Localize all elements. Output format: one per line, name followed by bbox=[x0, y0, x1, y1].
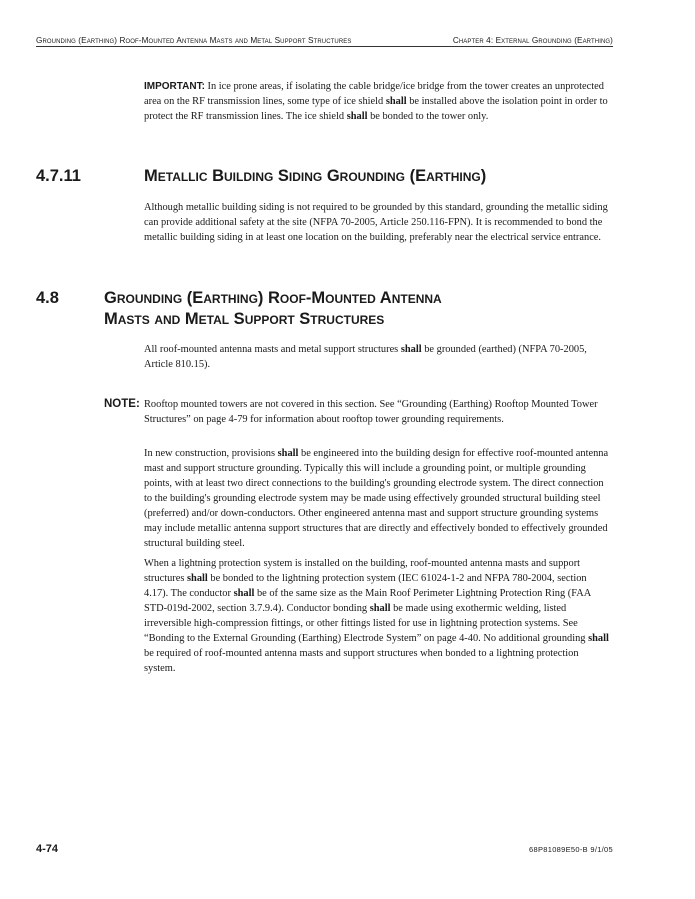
important-paragraph bbox=[144, 79, 612, 124]
note-block bbox=[144, 397, 612, 427]
section-title-4-8-line1: Grounding (Earthing) Roof-Mounted Antenna bbox=[104, 289, 442, 307]
important-label: IMPORTANT: bbox=[144, 81, 205, 92]
lightning-shall-4: shall bbox=[588, 633, 609, 644]
section-number-4-7-11: 4.7.11 bbox=[36, 167, 81, 185]
important-shall-1: shall bbox=[385, 96, 407, 107]
intro-shall: shall bbox=[400, 344, 422, 355]
intro-paragraph bbox=[144, 342, 612, 372]
important-text-1: In ice prone areas, if isolating the cable bridge/ice bridge from the tower creates an unprotected area on the RF transmission lines, some type of ice shield bbox=[144, 81, 604, 107]
construction-text-1: In new construction, provisions bbox=[144, 448, 278, 459]
running-header bbox=[36, 36, 613, 47]
lightning-shall-3: shall bbox=[369, 603, 391, 614]
lightning-text-2: be bonded to the lightning protection system (IEC 61024-1-2 and NFPA 780-2004, section 4.17). The conductor bbox=[144, 573, 587, 599]
note-label: NOTE: bbox=[104, 398, 140, 410]
section-title-4-8-line2: Masts and Metal Support Structures bbox=[104, 310, 385, 328]
section-number-4-8: 4.8 bbox=[36, 289, 59, 307]
intro-text-1: All roof-mounted antenna masts and metal support structures bbox=[144, 344, 401, 355]
page-number: 4-74 bbox=[36, 843, 59, 855]
lightning-text-5: be required of roof-mounted antenna masts and support structures when bonded to a lightning protection system. bbox=[144, 648, 579, 674]
lightning-paragraph-block bbox=[144, 556, 612, 676]
lightning-shall-2: shall bbox=[233, 588, 255, 599]
important-text-2: be installed above the isolation point in order to protect the RF transmission lines. The ice shield bbox=[144, 96, 608, 122]
header-left-title: Grounding (Earthing) Roof-Mounted Antenna Masts and Metal Support Structures bbox=[36, 36, 352, 45]
important-text-3: be bonded to the tower only. bbox=[367, 111, 489, 122]
construction-text-2: be engineered into the building design for effective roof-mounted antenna mast and support structure grounding. Typically this will include a grounding point, or multiple grounding points, with at least two direct connections to the building's grounding electrode system. The direct connection to the building's grounding electrode system may be made using effectively grounded structural building steel (preferred) and/or down-conductors. Other engineered antenna mast and support structure grounding systems may include metallic antenna support structures that are directly and effectively bonded to effectively grounded structural building steel. bbox=[144, 448, 609, 549]
intro-text-2: be grounded (earthed) (NFPA 70-2005, Article 810.15). bbox=[144, 344, 587, 370]
lightning-text-1: When a lightning protection system is installed on the building, roof-mounted antenna masts and support structures bbox=[144, 558, 581, 584]
lightning-text-3: be of the same size as the Main Roof Perimeter Lightning Protection Ring (FAA STD-019d-2002, section 3.7.9.4). Conductor bonding bbox=[144, 588, 591, 614]
note-text: Rooftop mounted towers are not covered in this section. See “Grounding (Earthing) Rooftop Mounted Tower Structures” on page 4-79 for information about rooftop tower grounding requirements. bbox=[144, 399, 598, 425]
siding-paragraph-block bbox=[144, 200, 612, 245]
section-title-4-7-11: Metallic Building Siding Grounding (Earthing) bbox=[144, 167, 487, 185]
document-id: 68P81089E50-B 9/1/05 bbox=[529, 845, 613, 854]
intro-paragraph-block bbox=[144, 342, 612, 372]
lightning-text-4: be made using exothermic welding, listed irreversible high-compression fittings, or other fittings listed for use in lightning protection systems. See “Bonding to the External Grounding (Earthing) Electrode System” on page 4-40. No additional grounding bbox=[144, 603, 589, 644]
important-shall-2: shall bbox=[346, 111, 368, 122]
siding-paragraph: Although metallic building siding is not required to be grounded by this standard, grounding the metallic siding can provide additional safety at the site (NFPA 70-2005, Article 250.116-FPN). It is recommended to bond the metallic building siding in at least one location on the building, preferably near the electrical service entrance. bbox=[144, 202, 608, 243]
construction-paragraph-block bbox=[144, 446, 612, 551]
header-chapter-title: Chapter 4: External Grounding (Earthing) bbox=[452, 36, 613, 45]
lightning-shall-1: shall bbox=[187, 573, 208, 584]
construction-shall: shall bbox=[277, 448, 299, 459]
important-block bbox=[144, 79, 612, 124]
lightning-paragraph bbox=[144, 556, 612, 676]
construction-paragraph bbox=[144, 446, 612, 551]
